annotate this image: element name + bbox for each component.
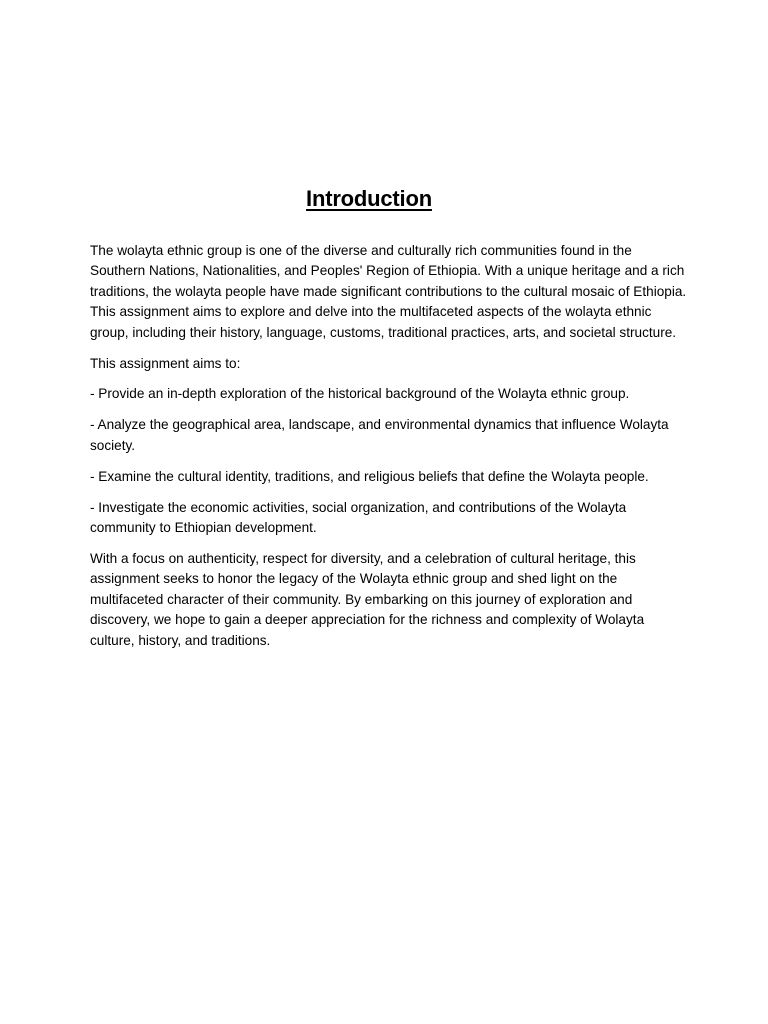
aim-item-economy: - Investigate the economic activities, social organization, and contributions of the Wolayta community to Ethiopian development. <box>90 499 627 535</box>
aim-item-history: - Provide an in-depth exploration of the historical background of the Wolayta ethnic group. <box>90 386 630 402</box>
document-body <box>90 241 690 661</box>
aim-item-geography: - Analyze the geographical area, landscape, and environmental dynamics that influence Wolayta society. <box>90 417 669 453</box>
intro-paragraph: The wolayta ethnic group is one of the diverse and culturally rich communities found in the Southern Nations, Nationalities, and Peoples' Region of Ethiopia. With a unique heritage and a rich traditions, the wolayta people have made significant contributions to the cultural mosaic of Ethiopia. This assignment aims to explore and delve into the multifaceted aspects of the wolayta ethnic group, including their history, language, customs, traditional practices, arts, and societal structure. <box>90 243 687 340</box>
aims-heading: This assignment aims to: <box>90 355 241 371</box>
closing-paragraph: With a focus on authenticity, respect for diversity, and a celebration of cultural heritage, this assignment seeks to honor the legacy of the Wolayta ethnic group and shed light on the multifaceted character of their community. By embarking on this journey of exploration and discovery, we hope to gain a deeper appreciation for the richness and complexity of Wolayta culture, history, and traditions. <box>90 550 645 648</box>
page-title: Introduction <box>306 186 432 211</box>
aim-item-culture: - Examine the cultural identity, traditions, and religious beliefs that define the Wolayta people. <box>90 468 649 484</box>
